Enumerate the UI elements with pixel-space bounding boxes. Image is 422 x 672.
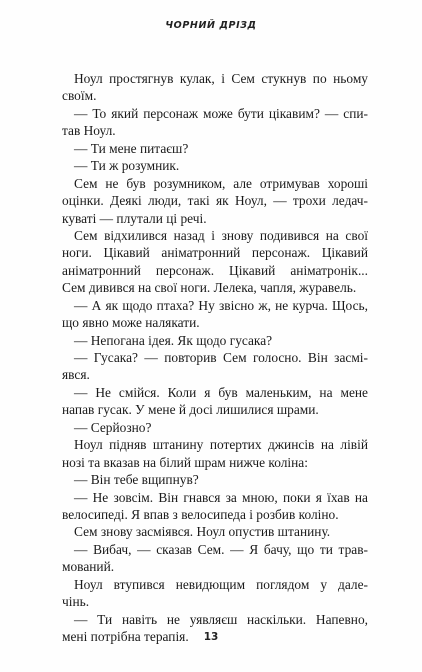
text-line: — Вибач, — сказав Сем. — Я бачу, що ти трав- — [74, 541, 368, 557]
text-line: явся. — [62, 367, 90, 383]
text-line: Сем не був розумником, але отримував хороші — [74, 175, 368, 191]
text-line: нозі та вказав на білий шрам нижче коліна: — [62, 454, 308, 470]
text-line: що явно може налякати. — [62, 315, 200, 331]
text-line: Ноул втупився невидющим поглядом у далe- — [74, 576, 368, 592]
text-line: Сем відхилився назад і знову подивився на свої — [74, 227, 368, 243]
text-line: мені потрібна терапія. — [62, 629, 189, 644]
text-line: Ноул підняв штанину потертих джинсів на лівій — [74, 437, 368, 453]
page-number: 13 — [203, 631, 219, 643]
text-line: аніматронний персонаж. Цікавий аніматронік... — [62, 262, 368, 278]
text-line: — Ти навіть не уявляєш наскільки. Напевно, — [74, 611, 368, 627]
text-line: чінь. — [62, 594, 90, 610]
body-text — [62, 70, 368, 645]
text-line: — А як щодо птаха? Ну звісно ж, не курча. Щось, — [74, 297, 368, 313]
text-line: — Він тебе вщипнув? — [74, 472, 199, 488]
text-line: Сем знову засміявся. Ноул опустив штанину. — [74, 524, 331, 540]
text-line: — Непогана ідея. Як щодо гусака? — [74, 332, 273, 348]
text-line: Сем дивився на свої ноги. Лелека, чапля, журавель. — [62, 280, 357, 296]
text-line: своїм. — [62, 88, 97, 104]
text-line: ноги. Цікавий аніматронний персонаж. Цікавий — [62, 245, 368, 261]
text-line: велосипеді. Я впав з велосипеда і розбив коліно. — [62, 506, 339, 522]
text-line: напав гусак. У мене й досі лишилися шрами. — [62, 402, 319, 418]
text-line: — Ти ж розумник. — [74, 158, 180, 174]
running-head: ЧОРНИЙ ДРІЗД — [165, 20, 257, 31]
text-line: — Не смійся. Коли я був маленьким, на мене — [74, 384, 368, 400]
text-line: — То який персонаж може бути цікавим? — спи- — [74, 105, 368, 121]
text-line: — Не зовсім. Він гнався за мною, поки я їхав на — [74, 489, 368, 505]
text-line: — Гусака? — повторив Сем голосно. Він засмі- — [74, 350, 368, 365]
text-line: — Серйозно? — [74, 419, 152, 435]
text-line: тав Ноул. — [62, 123, 116, 139]
text-line: Ноул простягнув кулак, і Сем стукнув по ньому — [74, 71, 368, 86]
text-line: мований. — [62, 559, 115, 575]
text-line: оцінки. Деякі люди, такі як Ноул, — трохи ледач- — [62, 193, 368, 209]
text-line: куваті — плутали ці речі. — [62, 210, 207, 226]
text-line: — Ти мене питаєш? — [74, 140, 189, 156]
